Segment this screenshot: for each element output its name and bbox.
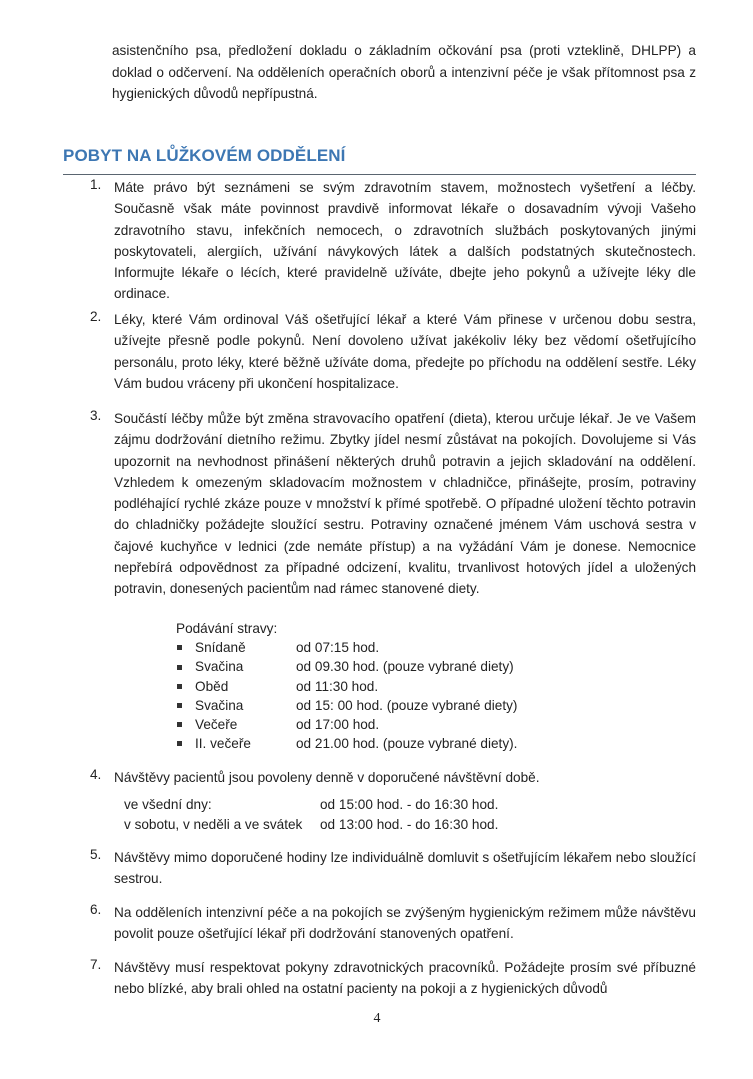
list-item-4 [90,767,696,788]
item-number: 4. [90,767,102,782]
meal-name: Oběd [195,678,229,694]
meal-time: od 07:15 hod. [296,640,380,656]
item-text: Součástí léčby může být změna stravovacího opatření (dieta), kterou určuje lékař. Je ve Vašem zájmu dodržování dietního režimu. Zbytky jídel nesmí zůstávat na pokojích. Dovolujeme si Vás upozornit na nevhodnost přinášení některých druhů potravin a jejich skladování na oddělení. Vzhledem k omezeným skladovacím možnostem v chladničce, přinášejte, prosím, potraviny podléhající rychlé zkáze pouze v množství k přímé spotřebě. O případné uložení těchto potravin do chladničky požádejte sloužící sestru. Potraviny označené jménem Vám uschová sestra v čajové kuchyňce v lednici (zde nemáte přístup) a na vyžádání Vám je donese. Nemocnice nepřebírá odpovědnost za případné odcizení, kvalitu, trvanlivost hotových jídel a uložených potravin, donesených pacientům nad rámec stanovené diety. [114,411,696,597]
item-text: Návštěvy pacientů jsou povoleny denně v doporučené návštěvní době. [114,770,540,785]
visiting-time: od 13:00 hod. - do 16:30 hod. [320,816,499,832]
visiting-day-label: ve všední dny: [124,797,212,812]
meal-row [176,734,517,753]
item-text: Máte právo být seznámeni se svým zdravotním stavem, možnostech vyšetření a léčby. Současně však máte povinnost pravdivě informovat lékaře o dosavadním vývoji Vašeho zdravotního stavu, infekčních nemocech, o zdravotních službách poskytovaných jinými poskytovateli, alergiích, užívání návykových látek a dalších podstatných skutečnostech. Informujte lékaře o lécích, které pravidelně užíváte, dbejte jeho pokynů a užívejte léky dle ordinace. [114,180,696,302]
meal-row [176,638,517,657]
list-item-3 [90,408,696,600]
list-item-2 [90,309,696,394]
square-bullet-icon [177,722,182,727]
meal-row [176,696,517,715]
list-item-6 [90,902,696,945]
meal-time: od 17:00 hod. [296,717,380,733]
item-number: 7. [90,957,102,972]
heading-rule [63,174,696,175]
square-bullet-icon [177,665,182,670]
item-number: 3. [90,408,102,423]
meal-schedule [176,619,517,753]
meal-name: Svačina [195,659,244,675]
visiting-time: od 15:00 hod. - do 16:30 hod. [320,797,499,812]
item-number: 6. [90,902,102,917]
meal-name: Snídaně [195,640,246,656]
list-item-5 [90,847,696,890]
square-bullet-icon [177,703,182,708]
meal-name: Svačina [195,697,244,713]
item-text: Na odděleních intenzivní péče a na pokojích se zvýšeným hygienickým režimem může návštěvu povolit pouze ošetřující lékař při dodržování stanovených opatření. [114,905,696,942]
visiting-hours [124,795,498,834]
visiting-hours-row [124,815,498,835]
item-number: 1. [90,177,102,192]
list-item-1 [90,177,696,305]
meal-time: od 21.00 hod. (pouze vybrané diety). [296,736,518,752]
page-number: 4 [373,1011,381,1026]
meal-name: II. večeře [195,736,251,752]
meal-row [176,677,517,696]
item-number: 2. [90,309,102,324]
meal-time: od 11:30 hod. [296,678,379,694]
item-text: Léky, které Vám ordinoval Váš ošetřující lékař a které Vám přinese v určenou dobu sestra, užívejte přesně podle pokynů. Není dovoleno užívat jakékoliv léky bez vědomí ošetřujícího personálu, proto léky, které běžně užíváte doma, předejte po příchodu na oddělení sestře. Léky Vám budou vráceny při ukončení hospitalizace. [114,312,696,391]
meal-row [176,657,517,676]
meal-time: od 15: 00 hod. (pouze vybrané diety) [296,697,518,713]
visiting-hours-row [124,795,498,815]
item-number: 5. [90,847,102,862]
meal-time: od 09.30 hod. (pouze vybrané diety) [296,659,514,675]
section-heading: POBYT NA LŮŽKOVÉM ODDĚLENÍ [63,146,346,165]
square-bullet-icon [177,645,182,650]
item-text: Návštěvy mimo doporučené hodiny lze individuálně domluvit s ošetřujícím lékařem nebo sloužící sestrou. [114,850,696,887]
item-text: Návštěvy musí respektovat pokyny zdravotnických pracovníků. Požádejte prosím své příbuzné nebo blízké, aby brali ohled na ostatní pacienty na pokoji a z hygienických důvodů [114,960,696,997]
square-bullet-icon [177,684,182,689]
meal-schedule-title: Podávání stravy: [176,621,278,636]
square-bullet-icon [177,741,182,746]
visiting-day-label: v sobotu, v neděli a ve svátek [124,816,303,832]
intro-paragraph: asistenčního psa, předložení dokladu o základním očkování psa (proti vzteklině, DHLPP) a doklad o odčervení. Na odděleních operačních oborů a intenzivní péče je však přítomnost psa z hygienických důvodů nepřípustná. [112,43,696,101]
list-item-7 [90,957,696,1000]
meal-name: Večeře [195,717,238,733]
meal-row [176,715,517,734]
